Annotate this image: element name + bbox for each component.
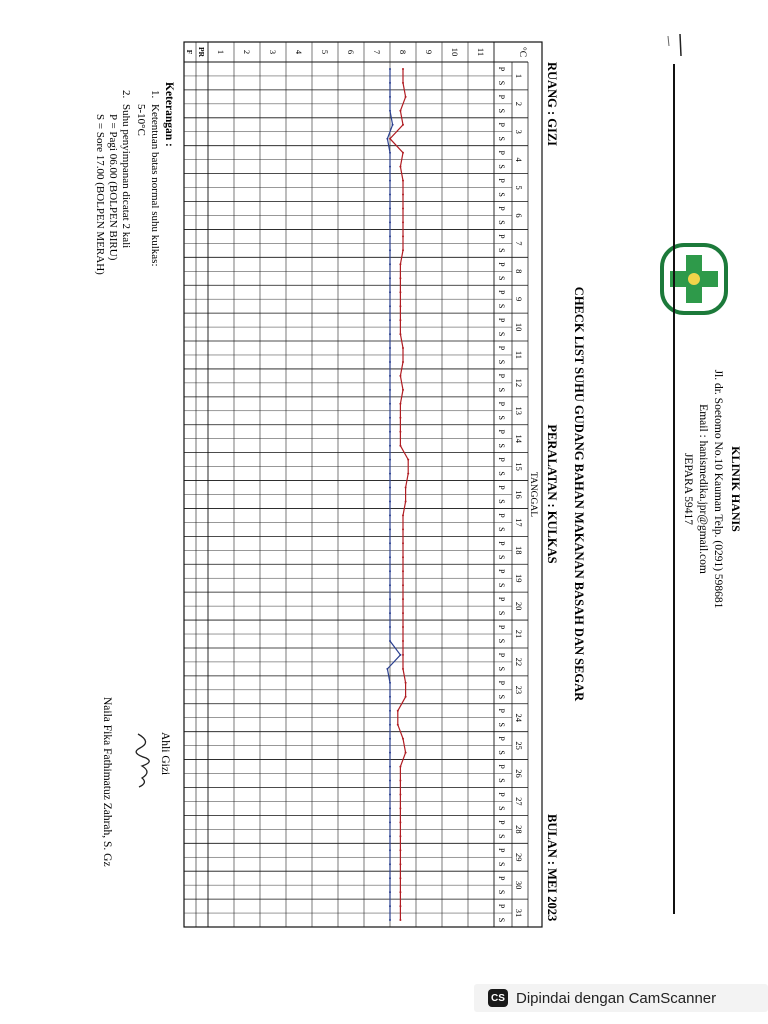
series-1-point (389, 528, 391, 530)
series-1-point (389, 501, 391, 503)
series-1-point (389, 459, 391, 461)
series-2-point (405, 96, 407, 98)
day-label: 25 (514, 741, 524, 750)
series-1-point (389, 361, 391, 363)
series-1-point (389, 640, 391, 642)
series-2-point (399, 835, 401, 837)
clinic-city: JEPARA 59417 (682, 452, 694, 526)
shift-label: P (497, 345, 506, 351)
series-1-point (389, 291, 391, 293)
series-1-point (389, 570, 391, 572)
shift-label: S (497, 778, 506, 783)
series-1-point (389, 319, 391, 321)
series-2-point (402, 82, 404, 84)
notes-heading: Keterangan : (163, 82, 175, 147)
clinic-email: Email : hanismedika.jpr@gmail.com (697, 404, 709, 574)
series-1-point (389, 417, 391, 419)
series-1-point (389, 584, 391, 586)
shift-label: P (497, 234, 506, 239)
day-label: 9 (514, 297, 524, 302)
series-1-point (389, 333, 391, 335)
table-border (184, 42, 542, 927)
scan-mark (680, 34, 681, 56)
series-2-point (399, 849, 401, 851)
day-label: 14 (514, 434, 524, 443)
note-1-text: Ketentuan batas normal suhu kulkas: (149, 104, 161, 267)
temp-row-label: 2 (242, 49, 252, 55)
series-2-point (399, 263, 401, 265)
day-label: 5 (514, 185, 524, 190)
clinic-logo (662, 245, 726, 313)
day-label: 20 (514, 601, 524, 611)
series-2-point (399, 417, 401, 419)
series-1-point (389, 612, 391, 614)
series-2-point (402, 654, 404, 656)
note-2-text: Suhu penyimpanan dicatat 2 kali (120, 104, 132, 249)
day-label: 31 (514, 908, 524, 918)
series-2-point (402, 738, 404, 740)
shift-label: S (497, 610, 506, 616)
series-2-point (405, 501, 407, 503)
day-label: 8 (514, 269, 524, 274)
series-1-point (389, 556, 391, 558)
series-1-point (389, 696, 391, 698)
series-1-point (389, 208, 391, 210)
series-2-point (402, 180, 404, 182)
shift-label: P (497, 262, 506, 267)
footer-row-label: PR (197, 47, 206, 57)
notes-block (94, 82, 175, 275)
series-2-point (399, 780, 401, 782)
series-1-point (392, 124, 394, 126)
series-1-point (389, 835, 391, 837)
shift-label: P (497, 736, 506, 741)
series-1-point (389, 82, 391, 84)
clinic-address: Jl. dr. Soetomo No.10 Kauman Telp. (0291) 598681 (712, 369, 724, 609)
shift-label: S (497, 750, 506, 755)
series-2-point (402, 208, 404, 210)
series-1-point (389, 305, 391, 307)
series-2-point (402, 598, 404, 600)
day-label: 28 (514, 825, 524, 834)
shift-label: P (497, 708, 506, 713)
series-1-point (389, 891, 391, 893)
series-1-point (389, 347, 391, 349)
shift-label: P (497, 792, 506, 797)
series-1-point (389, 249, 391, 251)
day-label: 15 (514, 462, 524, 471)
shift-label: S (497, 834, 506, 839)
series-2-point (407, 459, 409, 461)
series-2-point (397, 710, 399, 712)
series-1-point (389, 487, 391, 489)
day-label: 30 (514, 880, 524, 890)
day-label: 13 (514, 406, 524, 416)
series-1-point (389, 152, 391, 154)
shift-label: P (497, 178, 506, 183)
shift-label: P (497, 66, 506, 72)
camscanner-logo-icon: CS (488, 989, 508, 1007)
shift-label: S (497, 471, 506, 476)
series-2-point (399, 905, 401, 907)
series-1-point (389, 738, 391, 740)
shift-label: P (497, 624, 506, 630)
shift-label: S (497, 303, 506, 309)
series-2-point (402, 194, 404, 196)
shift-label: S (497, 387, 506, 393)
series-1-point (389, 166, 391, 168)
shift-label: P (497, 122, 506, 128)
shift-label: P (497, 596, 506, 602)
series-1-point (389, 905, 391, 907)
shift-label: P (497, 820, 506, 825)
day-label: 10 (514, 322, 524, 332)
shift-label: P (497, 569, 506, 574)
note-2-evening: S = Sore 17.00 (BOLPEN MERAH) (94, 114, 106, 275)
series-1-point (389, 821, 391, 823)
document-title: CHECK LIST SUHU GUDANG BAHAN MAKANAN BASAH DAN SEGAR (572, 286, 586, 702)
day-label: 19 (514, 573, 524, 583)
day-label: 21 (514, 629, 524, 639)
shift-label: P (497, 903, 506, 909)
series-2-point (402, 389, 404, 391)
shift-label: P (497, 94, 506, 100)
series-2-point (402, 514, 404, 516)
room-label: RUANG : GIZI (545, 62, 559, 147)
day-label: 29 (514, 852, 524, 862)
shift-label: S (497, 192, 506, 197)
shift-label: P (497, 150, 506, 155)
shift-label: S (497, 443, 506, 448)
series-2-point (399, 919, 401, 921)
shift-label: S (497, 499, 506, 504)
temperature-table (184, 42, 542, 927)
footer-row-label: F (185, 49, 194, 55)
series-2-point (402, 542, 404, 544)
note-1-number: 1. (149, 90, 161, 99)
series-1-point (389, 542, 391, 544)
series-2-point (397, 724, 399, 726)
series-2-point (402, 361, 404, 363)
camscanner-text: Dipindai dengan CamScanner (516, 989, 717, 1007)
day-label: 1 (514, 73, 524, 79)
series-2-point (402, 626, 404, 628)
day-label: 11 (514, 350, 524, 360)
shift-label: S (497, 917, 506, 923)
shift-label: S (497, 638, 506, 644)
day-label: 22 (514, 657, 524, 667)
shift-label: S (497, 248, 506, 253)
temp-row-label: 7 (372, 49, 382, 55)
shift-label: S (497, 164, 506, 169)
shift-label: S (497, 108, 506, 114)
series-1-point (389, 473, 391, 475)
day-label: 26 (514, 769, 524, 778)
series-2-point (399, 277, 401, 279)
shift-label: P (497, 317, 506, 323)
series-2-point (399, 891, 401, 893)
series-1-point (389, 919, 391, 921)
series-1-point (389, 849, 391, 851)
series-1-point (389, 598, 391, 600)
series-2-point (405, 752, 407, 754)
note-1-value: 5-10°C (135, 104, 147, 136)
series-1-point (389, 780, 391, 782)
series-2-point (399, 375, 401, 377)
series-2-point (407, 473, 409, 475)
series-1-point (389, 403, 391, 405)
day-label: 18 (514, 546, 524, 555)
day-label: 16 (514, 490, 524, 499)
shift-label: P (497, 848, 506, 853)
series-1-point (389, 807, 391, 809)
shift-label: P (497, 680, 506, 686)
temp-row-label: 10 (450, 47, 460, 57)
day-label: 23 (514, 685, 524, 695)
series-2-point (399, 333, 401, 335)
series-1-point (389, 682, 391, 684)
shift-label: P (497, 875, 506, 881)
temp-row-label: 3 (268, 49, 278, 55)
shift-label: S (497, 276, 506, 281)
day-label: 27 (514, 797, 524, 806)
shift-label: S (497, 582, 506, 588)
series-1-point (389, 221, 391, 223)
series-2-point (402, 152, 404, 154)
scan-mark-2 (668, 36, 669, 46)
series-1-point (386, 668, 388, 670)
series-2-point (402, 640, 404, 642)
series-2-point (402, 124, 404, 126)
shift-label: P (497, 457, 506, 462)
series-2-point (402, 668, 404, 670)
shift-label: P (497, 541, 506, 546)
shift-label: S (497, 889, 506, 895)
series-2-point (399, 807, 401, 809)
date-header: TANGGAL (528, 471, 538, 518)
series-1-point (389, 877, 391, 879)
shift-label: P (497, 373, 506, 379)
series-1-point (389, 766, 391, 768)
shift-label: S (497, 220, 506, 225)
series-2-point (399, 291, 401, 293)
note-2-number: 2. (120, 90, 132, 99)
series-1-point (389, 794, 391, 796)
shift-label: S (497, 80, 506, 86)
series-2-point (399, 431, 401, 433)
series-2-point (399, 821, 401, 823)
month-label: BULAN : MEI 2023 (545, 814, 559, 922)
series-1-point (389, 96, 391, 98)
shift-label: P (497, 429, 506, 434)
series-2-point (405, 682, 407, 684)
series-2-point (402, 570, 404, 572)
series-2-point (402, 528, 404, 530)
shift-label: S (497, 359, 506, 365)
series-2-point (399, 110, 401, 112)
day-label: 2 (514, 101, 524, 106)
temp-row-label: 4 (294, 49, 304, 55)
series-2-point (402, 249, 404, 251)
clinic-name: KLINIK HANIS (729, 446, 743, 532)
series-1-point (389, 277, 391, 279)
camscanner-badge (474, 984, 768, 1012)
shift-label: P (497, 289, 506, 295)
rotated-page (94, 42, 743, 927)
series-2-point (399, 877, 401, 879)
series-2-point (399, 863, 401, 865)
temp-row-label: 11 (476, 47, 486, 57)
series-1-point (389, 863, 391, 865)
shift-label: S (497, 861, 506, 867)
note-2-morning: P = Pagi 06.00 (BOLPEN BIRU) (107, 114, 119, 261)
series-1-point (389, 752, 391, 754)
series-2-point (399, 766, 401, 768)
day-label: 3 (514, 129, 524, 134)
shift-label: S (497, 415, 506, 420)
day-label: 12 (514, 378, 524, 388)
series-1-point (389, 194, 391, 196)
shift-label: S (497, 555, 506, 560)
series-1-point (389, 626, 391, 628)
series-1-point (389, 263, 391, 265)
series-2-point (399, 166, 401, 168)
series-1-point (389, 68, 391, 70)
unit-label: °C (517, 46, 527, 58)
series-2-point (399, 794, 401, 796)
temp-row-label: 8 (398, 49, 408, 55)
shift-label: S (497, 331, 506, 337)
series-2-point (399, 305, 401, 307)
temp-row-label: 9 (424, 49, 434, 55)
series-2-point (402, 612, 404, 614)
shift-label: S (497, 527, 506, 532)
series-1-point (389, 710, 391, 712)
day-label: 4 (514, 157, 524, 162)
series-2-point (405, 696, 407, 698)
series-1-point (389, 431, 391, 433)
temp-row-label: 6 (346, 49, 356, 55)
series-2-point (402, 556, 404, 558)
day-label: 7 (514, 241, 524, 246)
series-1-point (389, 389, 391, 391)
series-2-point (399, 403, 401, 405)
series-1-point (399, 654, 401, 656)
series-1-point (389, 180, 391, 182)
series-2-point (399, 445, 401, 447)
shift-label: P (497, 206, 506, 211)
shift-label: S (497, 136, 506, 141)
series-2-point (402, 221, 404, 223)
series-1-point (389, 375, 391, 377)
temp-row-label: 1 (216, 49, 226, 55)
shift-label: S (497, 722, 506, 727)
signature-name: Naila Fika Fathimatuz Zahrah, S. Gz (101, 697, 113, 867)
shift-label: S (497, 666, 506, 672)
shift-label: P (497, 513, 506, 518)
shift-label: P (497, 401, 506, 407)
day-label: 24 (514, 713, 524, 722)
series-2-point (389, 138, 391, 140)
series-1-point (389, 445, 391, 447)
day-label: 17 (514, 518, 524, 527)
series-1-point (389, 514, 391, 516)
signature-role: Ahli Gizi (159, 732, 171, 776)
series-2-point (402, 68, 404, 70)
day-label: 6 (514, 213, 524, 218)
series-2-point (402, 347, 404, 349)
shift-label: S (497, 806, 506, 811)
handwritten-signature (136, 734, 149, 787)
equipment-label: PERALATAN : KULKAS (545, 424, 559, 564)
shift-label: P (497, 652, 506, 658)
signature-block (101, 697, 171, 867)
shift-label: S (497, 694, 506, 700)
series-1-point (389, 110, 391, 112)
series-2-point (402, 235, 404, 237)
shift-label: P (497, 764, 506, 769)
series-2-point (402, 584, 404, 586)
series-1-point (389, 235, 391, 237)
series-2-point (399, 319, 401, 321)
temp-row-label: 5 (320, 49, 330, 55)
shift-label: P (497, 485, 506, 490)
series-2-point (405, 487, 407, 489)
series-1-point (389, 724, 391, 726)
series-1-point (386, 138, 388, 140)
